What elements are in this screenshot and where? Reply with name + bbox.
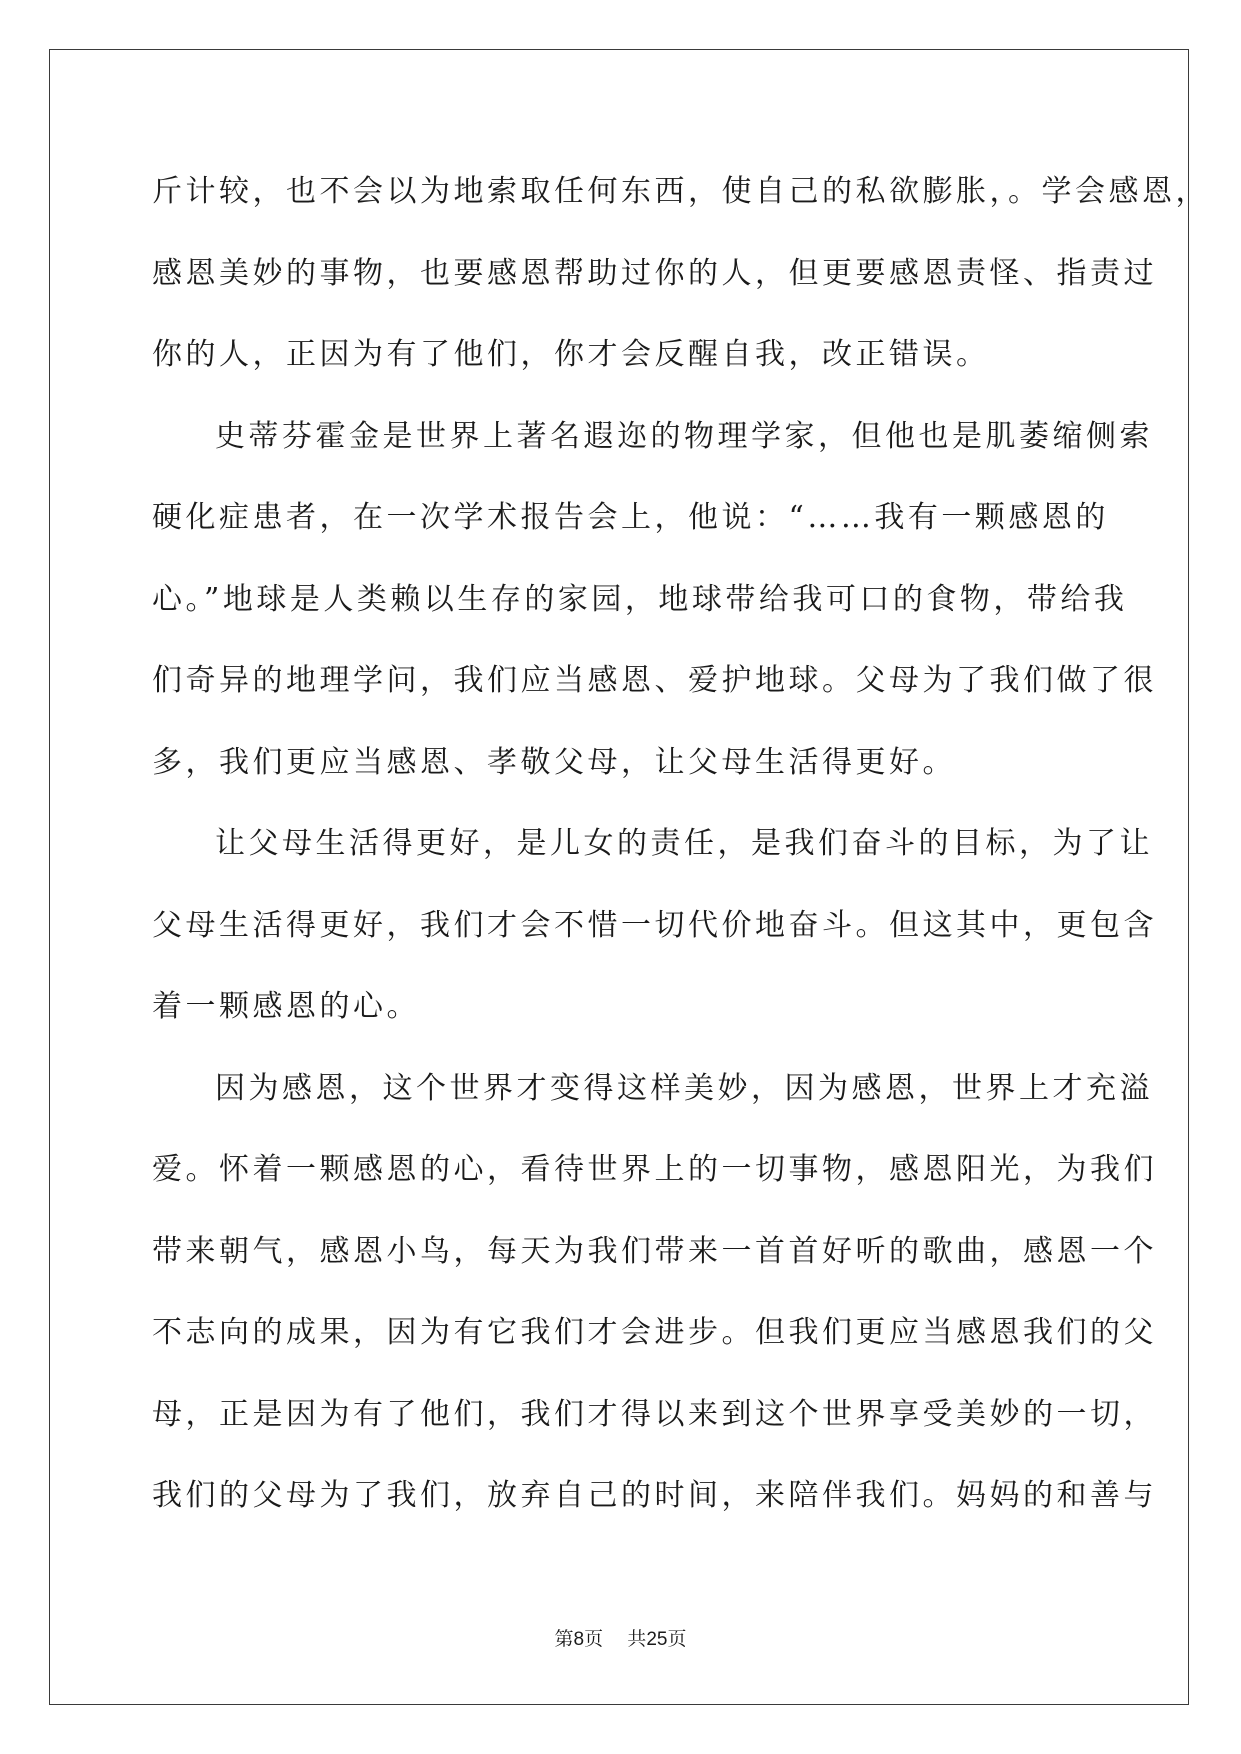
text-line: 你的人，正因为有了他们，你才会反醒自我，改正错误。: [152, 337, 990, 372]
document-body: [152, 151, 1209, 1537]
paragraph-start-line: 让父母生活得更好，是儿女的责任，是我们奋斗的目标，为了让: [215, 826, 1153, 861]
paragraph-start-line: 因为感恩，这个世界才变得这样美妙，因为感恩，世界上才充溢: [215, 1070, 1153, 1106]
text-line: 多，我们更应当感恩、孝敬父母，让父母生活得更好。: [152, 744, 956, 780]
page-prefix: 第: [554, 1628, 574, 1650]
text-line: 爱。怀着一颗感恩的心，看待世界上的一切事物，感恩阳光，为我们: [152, 1152, 1157, 1187]
text-line: 不志向的成果，因为有它我们才会进步。但我们更应当感恩我们的父: [152, 1315, 1157, 1350]
page-footer: [0, 1624, 1241, 1651]
total-suffix: 页: [667, 1628, 687, 1650]
text-line: 斤计较，也不会以为地索取任何东西，使自己的私欲膨胀，。学会感恩，: [152, 174, 1209, 209]
text-line: 带来朝气，感恩小鸟，每天为我们带来一首首好听的歌曲，感恩一个: [152, 1233, 1157, 1269]
text-line: 父母生活得更好，我们才会不惜一切代价地奋斗。但这其中，更包含: [152, 907, 1157, 943]
text-line: 我们的父母为了我们，放弃自己的时间，来陪伴我们。妈妈的和善与: [152, 1478, 1157, 1513]
text-line: 心。”地球是人类赖以生存的家园，地球带给我可口的食物，带给我: [152, 581, 1128, 617]
text-line: 硬化症患者，在一次学术报告会上，他说：“……我有一颗感恩的: [152, 500, 1109, 535]
paragraph-start-line: 史蒂芬霍金是世界上著名遐迩的物理学家，但他也是肌萎缩侧索: [215, 418, 1153, 454]
total-prefix: 共: [627, 1628, 647, 1650]
text-line: 着一颗感恩的心。: [152, 989, 420, 1024]
text-line: 母，正是因为有了他们，我们才得以来到这个世界享受美妙的一切，: [152, 1396, 1157, 1432]
text-line: 感恩美妙的事物，也要感恩帮助过你的人，但更要感恩责怪、指责过: [152, 255, 1157, 291]
total-pages: 25: [646, 1629, 668, 1650]
page-number: 8: [573, 1629, 585, 1650]
page-suffix: 页: [584, 1628, 604, 1650]
text-line: 们奇异的地理学问，我们应当感恩、爱护地球。父母为了我们做了很: [152, 663, 1157, 698]
